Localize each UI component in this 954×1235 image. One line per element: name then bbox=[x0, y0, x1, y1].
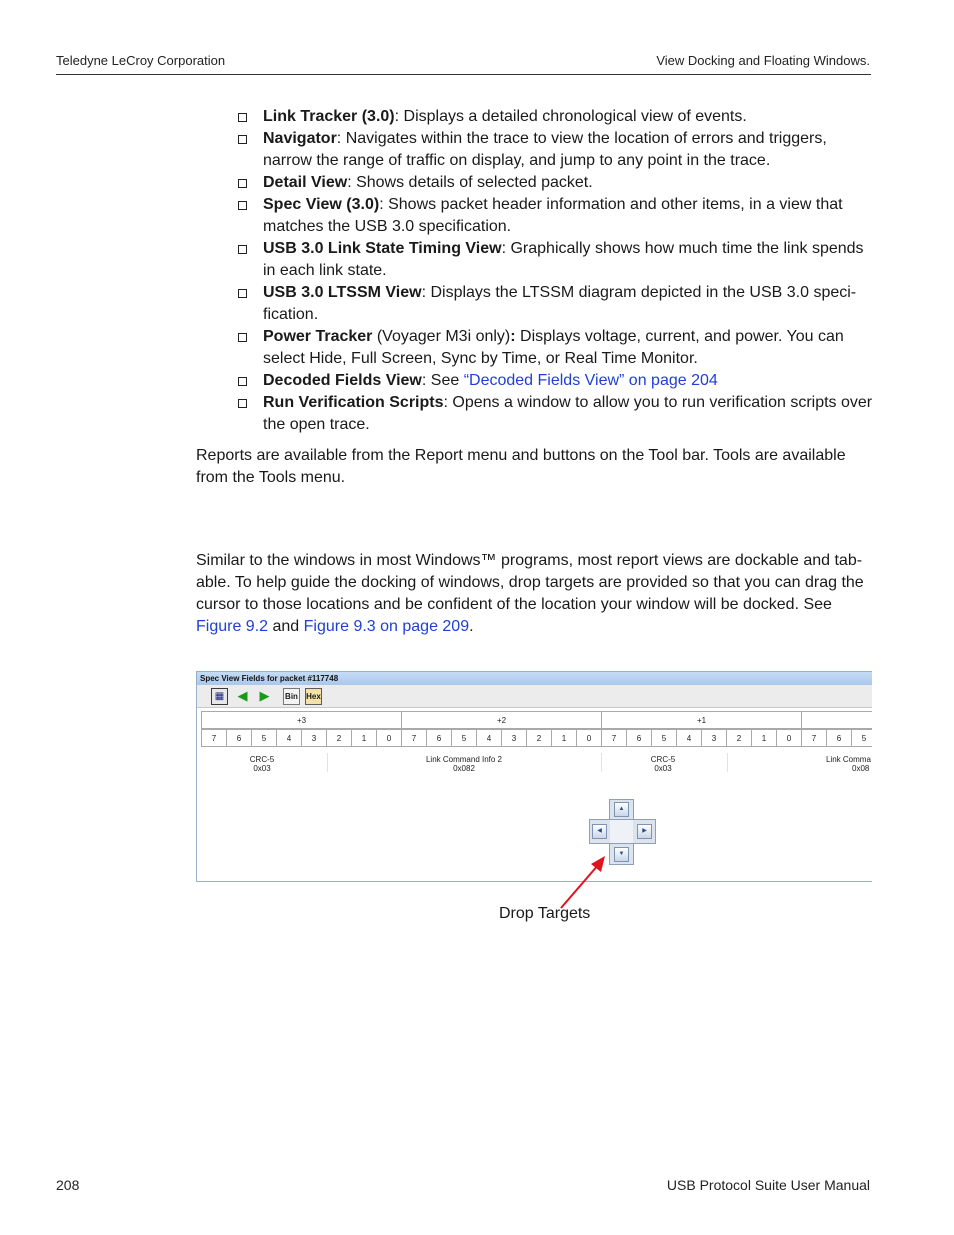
field-value: 0x08 bbox=[852, 764, 870, 773]
field-name: CRC-5 bbox=[249, 755, 275, 764]
field-value: 0x03 bbox=[253, 764, 271, 773]
footer-manual-title: USB Protocol Suite User Manual bbox=[666, 1177, 870, 1193]
bit-index-cell: 2 bbox=[726, 729, 752, 747]
bit-index-cell: 6 bbox=[426, 729, 452, 747]
list-item bbox=[237, 282, 873, 326]
docking-text: Similar to the windows in most Windows™ programs, most report views are dockable and tab-able. To help guide the docking of windows, drop targets are provided so that you can drag the cursor to those locations and be confident of the location your window will be docked. See bbox=[196, 552, 864, 613]
field-divider bbox=[727, 753, 728, 772]
byte-header-cell: +3 bbox=[201, 711, 402, 729]
byte-header-cell: +1 bbox=[601, 711, 802, 729]
field-crc5 bbox=[237, 755, 287, 773]
item-term: Power Tracker bbox=[263, 328, 373, 345]
save-icon[interactable]: ▦ bbox=[211, 688, 228, 705]
docking-paragraph bbox=[196, 550, 876, 638]
byte-header-cell: +2 bbox=[401, 711, 602, 729]
dock-bottom-icon[interactable]: ▼ bbox=[614, 847, 629, 862]
bit-index-cell: 4 bbox=[476, 729, 502, 747]
arrow-left-icon[interactable]: ◀ bbox=[237, 688, 248, 703]
spec-view-screenshot bbox=[196, 671, 872, 882]
field-crc5 bbox=[638, 755, 688, 773]
bit-index-cell: 1 bbox=[551, 729, 577, 747]
checkbox-bullet-icon bbox=[238, 135, 247, 144]
bit-index-cell: 6 bbox=[226, 729, 252, 747]
field-name: Link Comma bbox=[826, 755, 871, 764]
bit-index-cell: 3 bbox=[701, 729, 727, 747]
bit-index-cell: 7 bbox=[601, 729, 627, 747]
field-divider bbox=[601, 753, 602, 772]
item-description: : Displays the LTSSM diagram depicted in the USB 3.0 speci-fication. bbox=[263, 284, 857, 323]
item-term: USB 3.0 LTSSM View bbox=[263, 284, 422, 301]
spec-view-toolbar bbox=[197, 685, 872, 708]
bit-index-cell: 5 bbox=[651, 729, 677, 747]
checkbox-bullet-icon bbox=[238, 377, 247, 386]
item-term: Navigator bbox=[263, 130, 337, 147]
item-term: Link Tracker (3.0) bbox=[263, 108, 395, 125]
header-divider bbox=[56, 74, 871, 75]
item-description: : Displays a detailed chronological view of events. bbox=[394, 108, 747, 125]
list-item bbox=[237, 194, 873, 238]
checkbox-bullet-icon bbox=[238, 399, 247, 408]
item-term: Run Verification Scripts bbox=[263, 394, 444, 411]
drop-target-center[interactable] bbox=[610, 820, 633, 843]
byte-header-cell bbox=[801, 711, 872, 729]
field-link-command bbox=[826, 755, 872, 773]
spec-view-title-bar: Spec View Fields for packet #117748 bbox=[197, 672, 872, 685]
list-item bbox=[237, 172, 873, 194]
reports-paragraph: Reports are available from the Report menu and buttons on the Tool bar. Tools are available from the Tools menu. bbox=[196, 447, 846, 486]
item-term: USB 3.0 Link State Timing View bbox=[263, 240, 502, 257]
bit-index-cell: 7 bbox=[801, 729, 827, 747]
docking-text-end: . bbox=[469, 618, 474, 635]
item-description: Displays voltage, current, and power. You can select Hide, Full Screen, Sync by Time, or Real Time Monitor. bbox=[263, 328, 844, 367]
checkbox-bullet-icon bbox=[238, 113, 247, 122]
list-item bbox=[237, 326, 873, 370]
list-item bbox=[237, 370, 873, 392]
item-description: : Shows details of selected packet. bbox=[347, 174, 593, 191]
item-term: Detail View bbox=[263, 174, 348, 191]
header-company: Teledyne LeCroy Corporation bbox=[56, 53, 226, 68]
bit-index-cell: 5 bbox=[251, 729, 277, 747]
arrow-right-icon[interactable]: ▶ bbox=[259, 688, 270, 703]
item-qualifier: (Voyager M3i only) bbox=[372, 328, 511, 345]
bit-index-cell: 7 bbox=[201, 729, 227, 747]
bit-index-cell: 1 bbox=[751, 729, 777, 747]
list-item bbox=[237, 392, 873, 436]
checkbox-bullet-icon bbox=[238, 201, 247, 210]
item-description: : Navigates within the trace to view the location of errors and triggers, narrow the range of traffic on display, and jump to any point in the trace. bbox=[263, 130, 827, 169]
hex-button[interactable]: Hex bbox=[305, 688, 322, 705]
item-term: Decoded Fields View bbox=[263, 372, 422, 389]
bit-index-cell: 3 bbox=[301, 729, 327, 747]
item-description: : Graphically shows how much time the link spends in each link state. bbox=[263, 240, 864, 279]
bit-index-cell: 1 bbox=[351, 729, 377, 747]
field-value: 0x03 bbox=[654, 764, 672, 773]
checkbox-bullet-icon bbox=[238, 179, 247, 188]
field-divider bbox=[327, 753, 328, 772]
figure-9-2-link[interactable]: Figure 9.2 bbox=[196, 618, 269, 635]
bit-index-cell: 4 bbox=[676, 729, 702, 747]
item-description: : See bbox=[421, 372, 464, 389]
dock-right-icon[interactable]: ▶ bbox=[637, 824, 652, 839]
checkbox-bullet-icon bbox=[238, 245, 247, 254]
item-description: : Opens a window to allow you to run verification scripts over the open trace. bbox=[263, 394, 873, 433]
bit-index-cell: 5 bbox=[851, 729, 872, 747]
item-term: Spec View (3.0) bbox=[263, 196, 380, 213]
decoded-fields-view-link[interactable]: “Decoded Fields View” on page 204 bbox=[463, 372, 718, 389]
header-section-title: View Docking and Floating Windows. bbox=[656, 53, 870, 68]
bit-index-cell: 6 bbox=[626, 729, 652, 747]
callout-arrow-icon bbox=[555, 850, 615, 910]
item-description: : Shows packet header information and other items, in a view that matches the USB 3.0 specification. bbox=[263, 196, 843, 235]
bin-button[interactable]: Bin bbox=[283, 688, 300, 705]
bit-index-cell: 0 bbox=[776, 729, 802, 747]
bit-index-cell: 6 bbox=[826, 729, 852, 747]
figure-caption: Drop Targets bbox=[499, 905, 591, 922]
field-link-command-info bbox=[409, 755, 519, 773]
checkbox-bullet-icon bbox=[238, 333, 247, 342]
field-value: 0x082 bbox=[453, 764, 475, 773]
list-item bbox=[237, 106, 873, 128]
figure-9-3-link[interactable]: Figure 9.3 on page 209 bbox=[303, 618, 470, 635]
field-name: CRC-5 bbox=[650, 755, 676, 764]
bit-index-cell: 2 bbox=[326, 729, 352, 747]
checkbox-bullet-icon bbox=[238, 289, 247, 298]
docking-text-and: and bbox=[268, 618, 304, 635]
report-views-list bbox=[237, 106, 873, 436]
dock-left-icon[interactable]: ◀ bbox=[592, 824, 607, 839]
page-number: 208 bbox=[56, 1177, 80, 1193]
bit-index-cell: 0 bbox=[376, 729, 402, 747]
list-item bbox=[237, 238, 873, 282]
bit-index-cell: 2 bbox=[526, 729, 552, 747]
bit-index-cell: 7 bbox=[401, 729, 427, 747]
bit-index-cell: 0 bbox=[576, 729, 602, 747]
bit-index-cell: 4 bbox=[276, 729, 302, 747]
dock-top-icon[interactable]: ▲ bbox=[614, 802, 629, 817]
bit-index-cell: 3 bbox=[501, 729, 527, 747]
item-colon: : bbox=[510, 328, 516, 345]
bit-index-cell: 5 bbox=[451, 729, 477, 747]
list-item bbox=[237, 128, 873, 172]
field-name: Link Command Info 2 bbox=[425, 755, 503, 764]
